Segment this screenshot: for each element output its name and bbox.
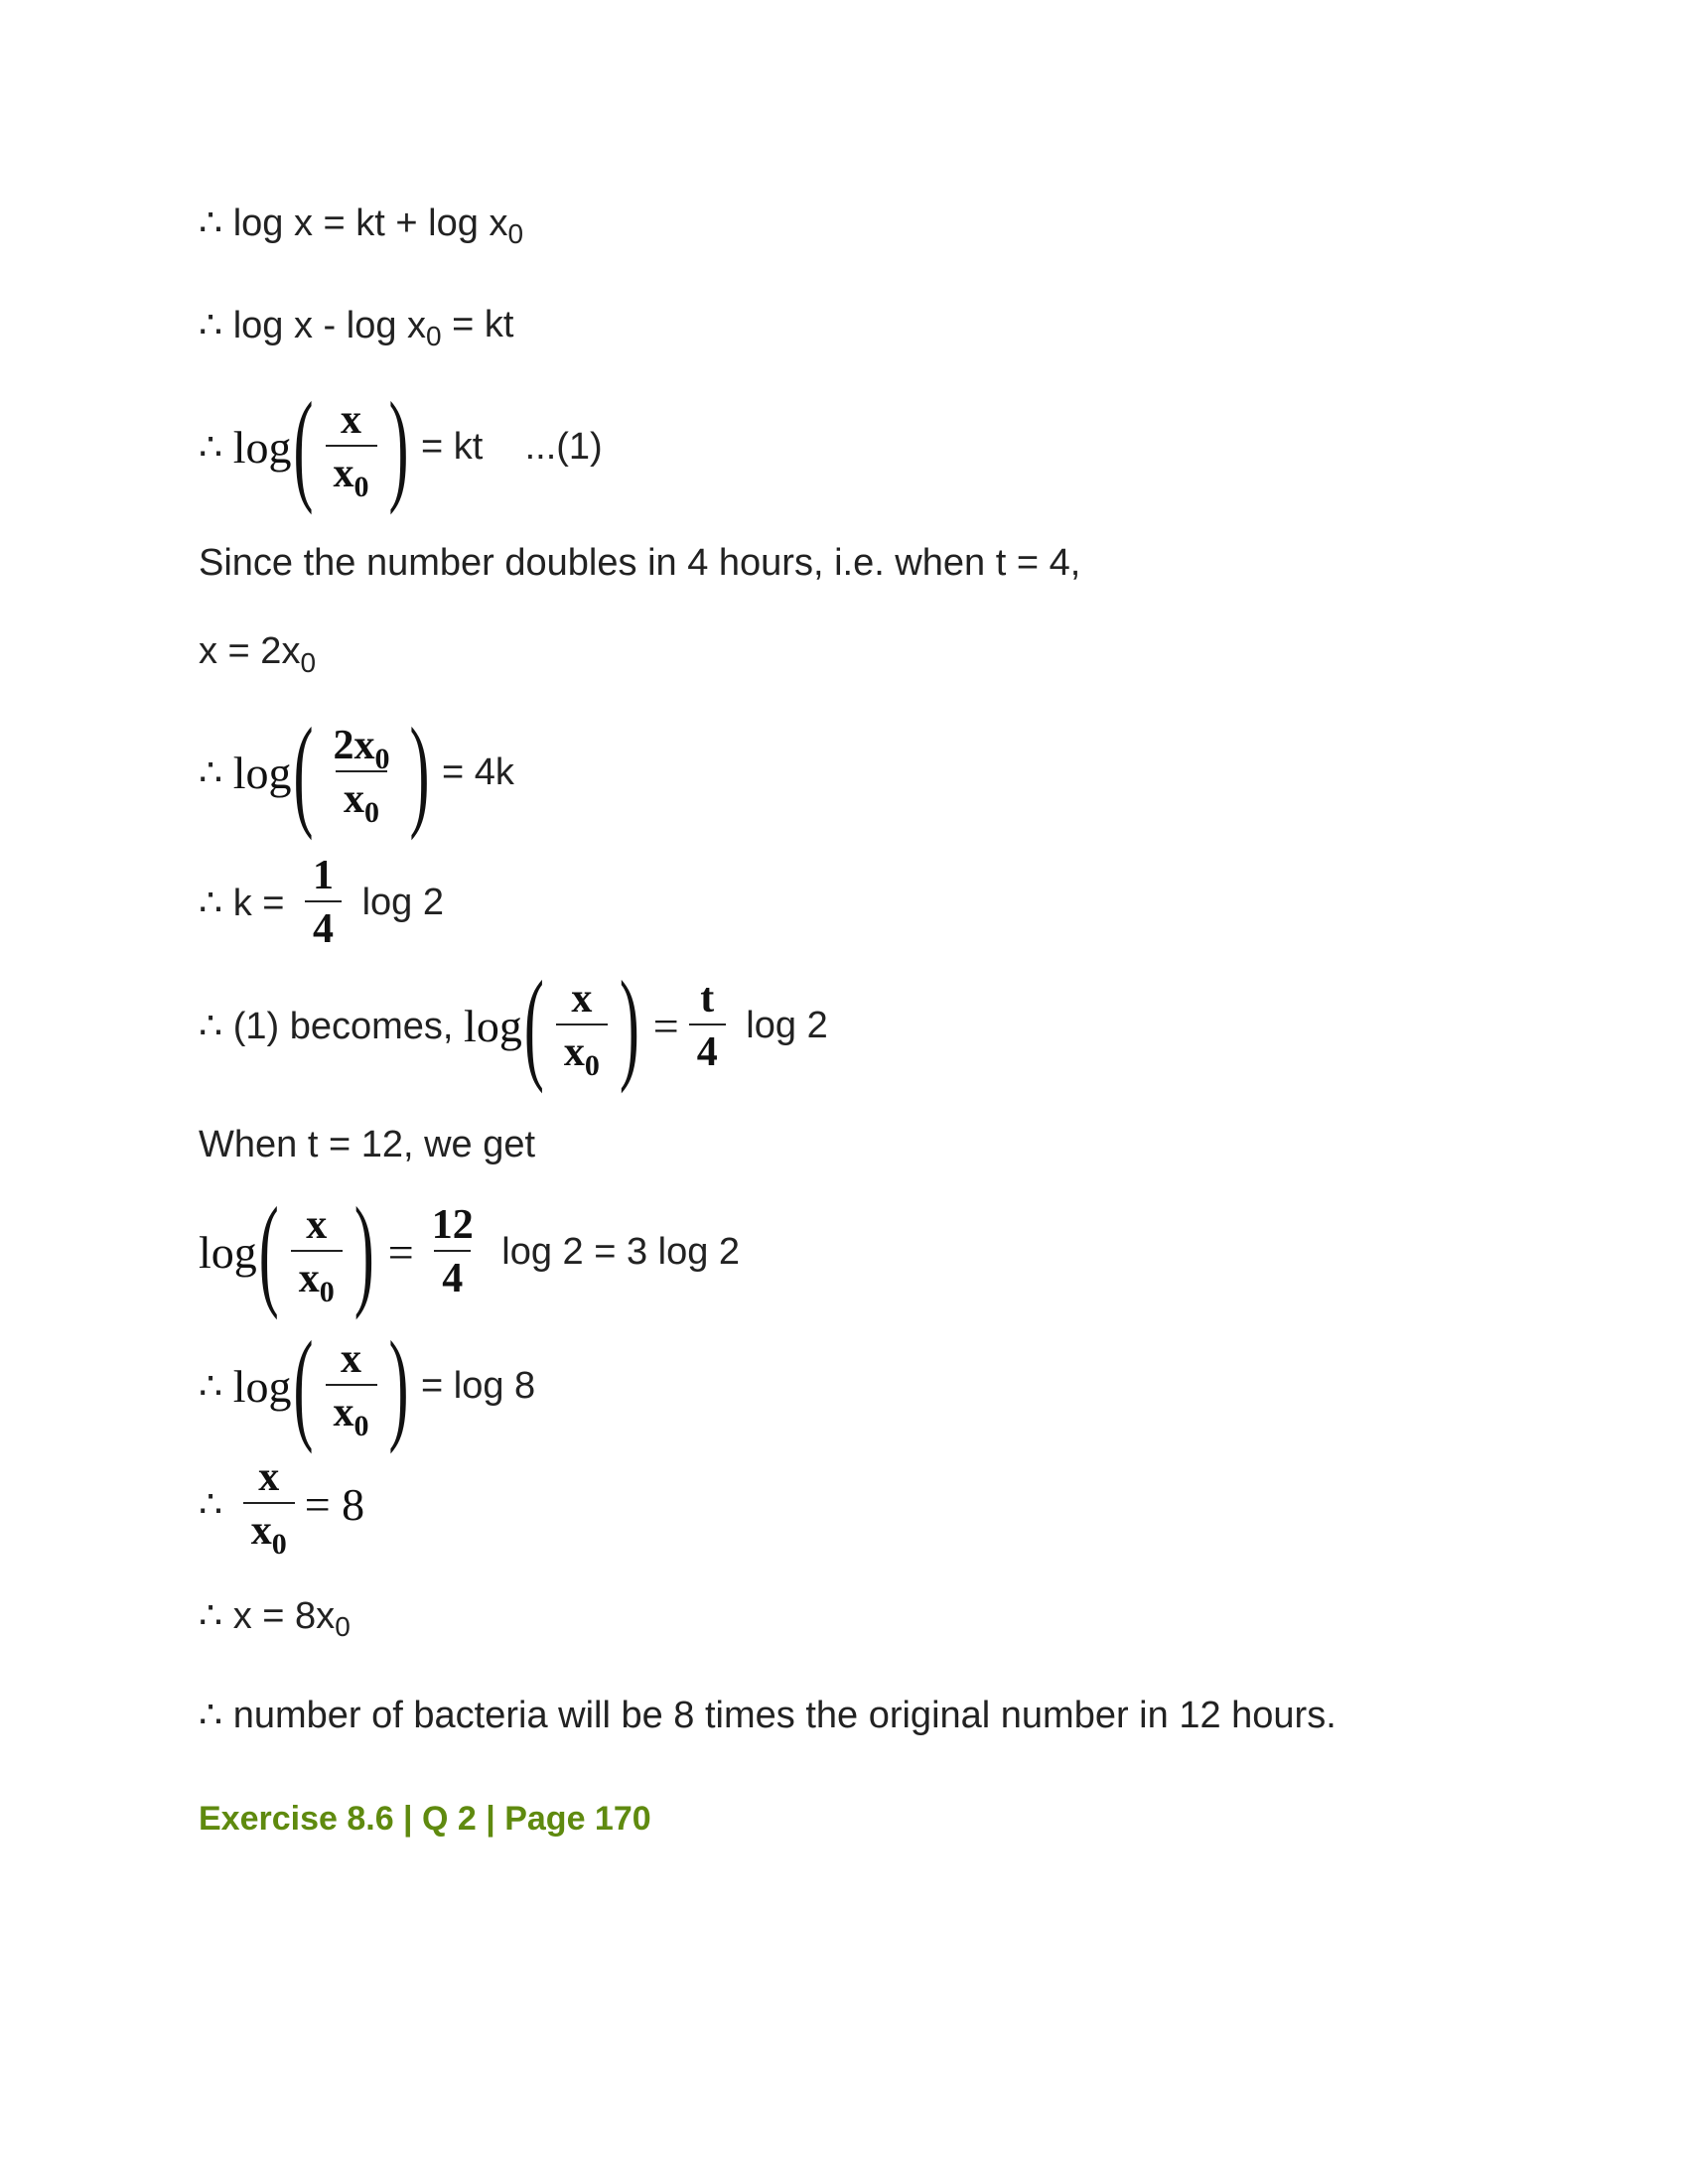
fraction (326, 723, 398, 829)
numerator: t (700, 976, 715, 1022)
denominator (556, 1024, 608, 1082)
equation-line-8 (199, 955, 828, 1094)
text: = log 8 (410, 1364, 536, 1407)
log-operator: log (464, 1000, 522, 1051)
den-text: x (250, 1508, 272, 1554)
text: ∴ (1) becomes, (199, 1005, 465, 1047)
subscript: 0 (584, 1049, 600, 1082)
right-paren: ) (353, 1181, 374, 1320)
subscript: 0 (319, 1276, 335, 1308)
fraction (326, 1336, 377, 1442)
text: ∴ x = 8x (199, 1594, 336, 1637)
fraction (556, 976, 608, 1082)
equation-line-12 (199, 1439, 364, 1569)
text: Since the number doubles in 4 hours, i.e. when t = 4, (199, 541, 1081, 584)
den-text: x (333, 451, 354, 496)
equation-line-7 (199, 838, 444, 967)
equals-sign: = (652, 1000, 679, 1051)
denominator (336, 770, 387, 829)
left-paren: ( (258, 1181, 279, 1320)
left-paren: ( (293, 1315, 314, 1454)
right-paren: ) (388, 376, 409, 515)
numerator: 12 (431, 1202, 474, 1248)
denominator: 4 (434, 1250, 471, 1299)
right-paren: ) (619, 955, 639, 1094)
left-paren: ( (293, 376, 314, 515)
exercise-reference-heading (199, 1754, 651, 1883)
log-operator: log (199, 1226, 257, 1278)
text: = kt (441, 303, 514, 345)
denominator (243, 1502, 295, 1561)
right-paren: ) (388, 1315, 409, 1454)
equation-line-11 (199, 1315, 536, 1454)
text: = kt ...(1) (410, 425, 603, 468)
left-paren: ( (293, 702, 314, 841)
subscript: 0 (374, 743, 390, 775)
therefore-symbol: ∴ (199, 1365, 233, 1408)
equals-sign: = (387, 1226, 414, 1278)
subscript: 0 (507, 218, 524, 249)
numerator: x (341, 1336, 361, 1382)
subscript: 0 (353, 471, 369, 503)
numerator: 1 (313, 853, 335, 898)
den-text: x (344, 776, 364, 822)
den-text: x (333, 1390, 354, 1435)
fraction (424, 1204, 482, 1299)
den-text: x (563, 1029, 585, 1075)
numerator: x (258, 1454, 280, 1500)
numerator: x (341, 397, 361, 443)
text: ∴ k = (199, 882, 296, 924)
subscript: 0 (271, 1528, 287, 1561)
subscript: 0 (353, 1410, 369, 1442)
text: When t = 12, we get (199, 1123, 536, 1165)
denominator: 4 (305, 900, 342, 950)
text: log 2 = 3 log 2 (491, 1230, 741, 1273)
denominator: 4 (689, 1024, 726, 1073)
text: x = 2x (199, 629, 301, 672)
therefore-symbol: ∴ (199, 1483, 233, 1526)
subscript: 0 (364, 796, 379, 829)
log-operator: log (232, 747, 292, 798)
fraction (689, 978, 726, 1073)
denominator (326, 445, 377, 503)
text: log 2 (352, 881, 445, 923)
text-line-4 (199, 498, 1080, 627)
text: log 2 (735, 1004, 828, 1046)
equals-text: = 8 (304, 1478, 365, 1530)
fraction (305, 855, 342, 950)
text: ∴ log x - log x (199, 304, 427, 346)
log-operator: log (232, 421, 292, 473)
denominator (326, 1384, 377, 1442)
therefore-symbol: ∴ (199, 426, 233, 469)
subscript: 0 (300, 647, 317, 678)
equation-line-5 (199, 587, 316, 716)
text: ∴ number of bacteria will be 8 times the original number in 12 hours. (199, 1694, 1336, 1736)
den-text: x (298, 1256, 320, 1301)
subscript: 0 (335, 1611, 351, 1642)
equation-line-10 (199, 1181, 741, 1320)
numerator: x (571, 976, 593, 1022)
heading-text: Exercise 8.6 | Q 2 | Page 170 (199, 1799, 651, 1838)
equation-line-2 (199, 260, 514, 389)
fraction (291, 1202, 343, 1308)
text: = 4k (431, 751, 514, 793)
right-paren: ) (409, 702, 430, 841)
numerator (326, 723, 398, 775)
text: ∴ log x = kt + log x (199, 202, 508, 244)
num-text: 2x (333, 723, 375, 768)
fraction (326, 397, 377, 503)
numerator: x (306, 1202, 328, 1248)
equation-line-3 (199, 376, 603, 515)
log-operator: log (232, 1360, 292, 1412)
therefore-symbol: ∴ (199, 751, 233, 794)
left-paren: ( (523, 955, 544, 1094)
denominator (291, 1250, 343, 1308)
subscript: 0 (426, 321, 442, 351)
fraction (243, 1454, 295, 1561)
equation-line-6 (199, 702, 514, 841)
